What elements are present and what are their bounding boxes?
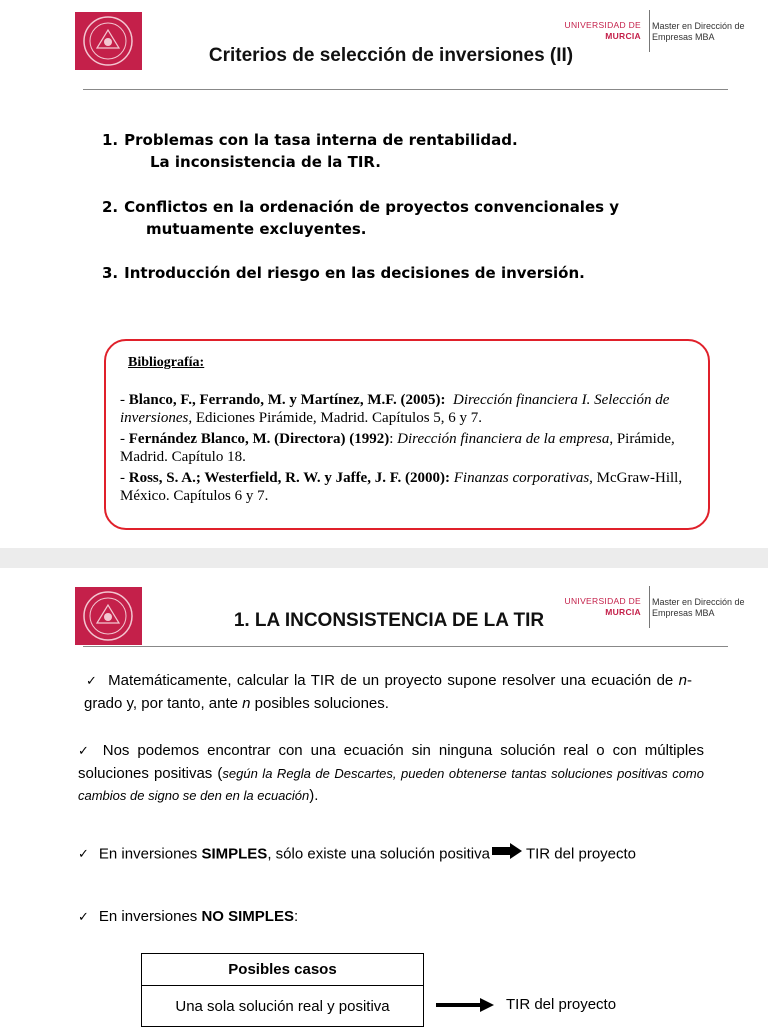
topic-continuation: La inconsistencia de la TIR.: [150, 153, 381, 171]
bibliography-list: [120, 391, 688, 508]
university-name: [565, 20, 641, 42]
table-header: Posibles casos: [142, 954, 424, 986]
reference-authors: Blanco, F., Ferrando, M. y Martínez, M.F. (2005):: [128, 392, 446, 408]
point-text: Matemáticamente, calcular la TIR de un proyecto supone resolver una ecuación de: [108, 672, 679, 689]
master-line-2: Empresas MBA: [652, 32, 715, 42]
right-arrow-icon: [492, 843, 522, 866]
point-text: -grado y, por tanto, ante: [84, 672, 692, 712]
descartes-note: según la Regla de Descartes, pueden obtenerse tantas soluciones positivas como cambios de signo se den en la ecuación: [78, 766, 704, 803]
point-text: En inversiones: [98, 908, 202, 925]
topic-2: [102, 196, 619, 240]
reference-dash: -: [120, 392, 129, 408]
master-line-2: Empresas MBA: [652, 608, 715, 618]
reference-authors: Ross, S. A.; Westerfield, R. W. y Jaffe, J. F. (2000):: [128, 470, 450, 486]
master-line-1: Master en Dirección de: [652, 21, 745, 31]
point-3: [78, 843, 738, 866]
point-italic-n: n: [242, 695, 251, 712]
master-program-name: [652, 21, 745, 43]
university-line-1: UNIVERSIDAD DE: [564, 20, 641, 30]
check-icon: ✓: [78, 910, 89, 925]
point-text: , sólo existe una solución positiva: [267, 845, 490, 863]
reference-item: [120, 430, 688, 466]
result-text: TIR del proyecto: [506, 996, 617, 1013]
table-cell: Una sola solución real y positiva: [142, 986, 424, 1027]
reference-dash: -: [120, 470, 129, 486]
point-text: posibles soluciones.: [250, 695, 389, 712]
check-icon: ✓: [86, 674, 99, 689]
point-result: TIR del proyecto: [525, 845, 637, 863]
reference-dash: -: [120, 431, 129, 447]
slide-2: [0, 568, 768, 1024]
point-4: [78, 906, 686, 929]
point-bold-term: SIMPLES: [201, 845, 268, 863]
point-text: Nos podemos encontrar con una ecuación sin ninguna solución real o con múltiples soluciones positivas (: [78, 742, 704, 782]
check-icon: ✓: [78, 847, 89, 863]
university-line-1: UNIVERSIDAD DE: [564, 596, 641, 606]
master-line-1: Master en Dirección de: [652, 597, 745, 607]
topic-text: Problemas con la tasa interna de rentabilidad.: [124, 131, 518, 149]
slide-2-title: 1. LA INCONSISTENCIA DE LA TIR: [233, 610, 545, 631]
reference-publisher: , McGraw-Hill, México. Capítulos 6 y 7.: [120, 470, 683, 504]
long-arrow-icon: [436, 998, 494, 1012]
reference-title: Dirección financiera I. Selección de inversiones,: [120, 392, 670, 426]
point-text: En inversiones: [98, 845, 202, 863]
university-line-2: MURCIA: [605, 31, 641, 41]
slide-1-title: Criterios de selección de inversiones (II): [208, 45, 574, 66]
reference-authors: Fernández Blanco, M. (Directora) (1992): [128, 431, 390, 447]
university-line-2: MURCIA: [605, 607, 641, 617]
reference-title: Finanzas corporativas: [453, 470, 590, 486]
reference-separator: :: [389, 431, 398, 447]
topic-number: 3.: [102, 264, 119, 282]
topic-1: [102, 129, 518, 173]
reference-title: Dirección financiera de la empresa: [397, 431, 610, 447]
point-text: :: [293, 908, 299, 925]
title-rule: [83, 646, 728, 647]
case-result: [436, 996, 616, 1013]
topic-3: [102, 262, 585, 284]
check-icon: ✓: [78, 744, 93, 759]
point-text: ).: [309, 787, 319, 804]
page-gap: [0, 548, 768, 568]
topic-continuation: mutuamente excluyentes.: [146, 220, 367, 238]
point-bold-term: NO SIMPLES: [201, 908, 294, 925]
topic-text: Introducción del riesgo en las decisiones de inversión.: [124, 264, 585, 282]
reference-item: [120, 469, 688, 505]
point-italic-n: n: [678, 672, 687, 689]
bibliography-heading: Bibliografía:: [128, 355, 205, 370]
reference-item: [120, 391, 688, 427]
reference-publisher: Ediciones Pirámide, Madrid. Capítulos 5, 6 y 7.: [192, 410, 483, 426]
topic-number: 1.: [102, 131, 119, 149]
possible-cases-table: [141, 953, 424, 1027]
topic-text: Conflictos en la ordenación de proyectos convencionales y: [124, 198, 620, 216]
bibliography-box: [104, 339, 710, 530]
point-1: [84, 670, 692, 715]
reference-publisher: , Pirámide, Madrid. Capítulo 18.: [120, 431, 675, 465]
title-rule: [83, 89, 728, 90]
point-2: [78, 740, 704, 807]
topic-number: 2.: [102, 198, 119, 216]
